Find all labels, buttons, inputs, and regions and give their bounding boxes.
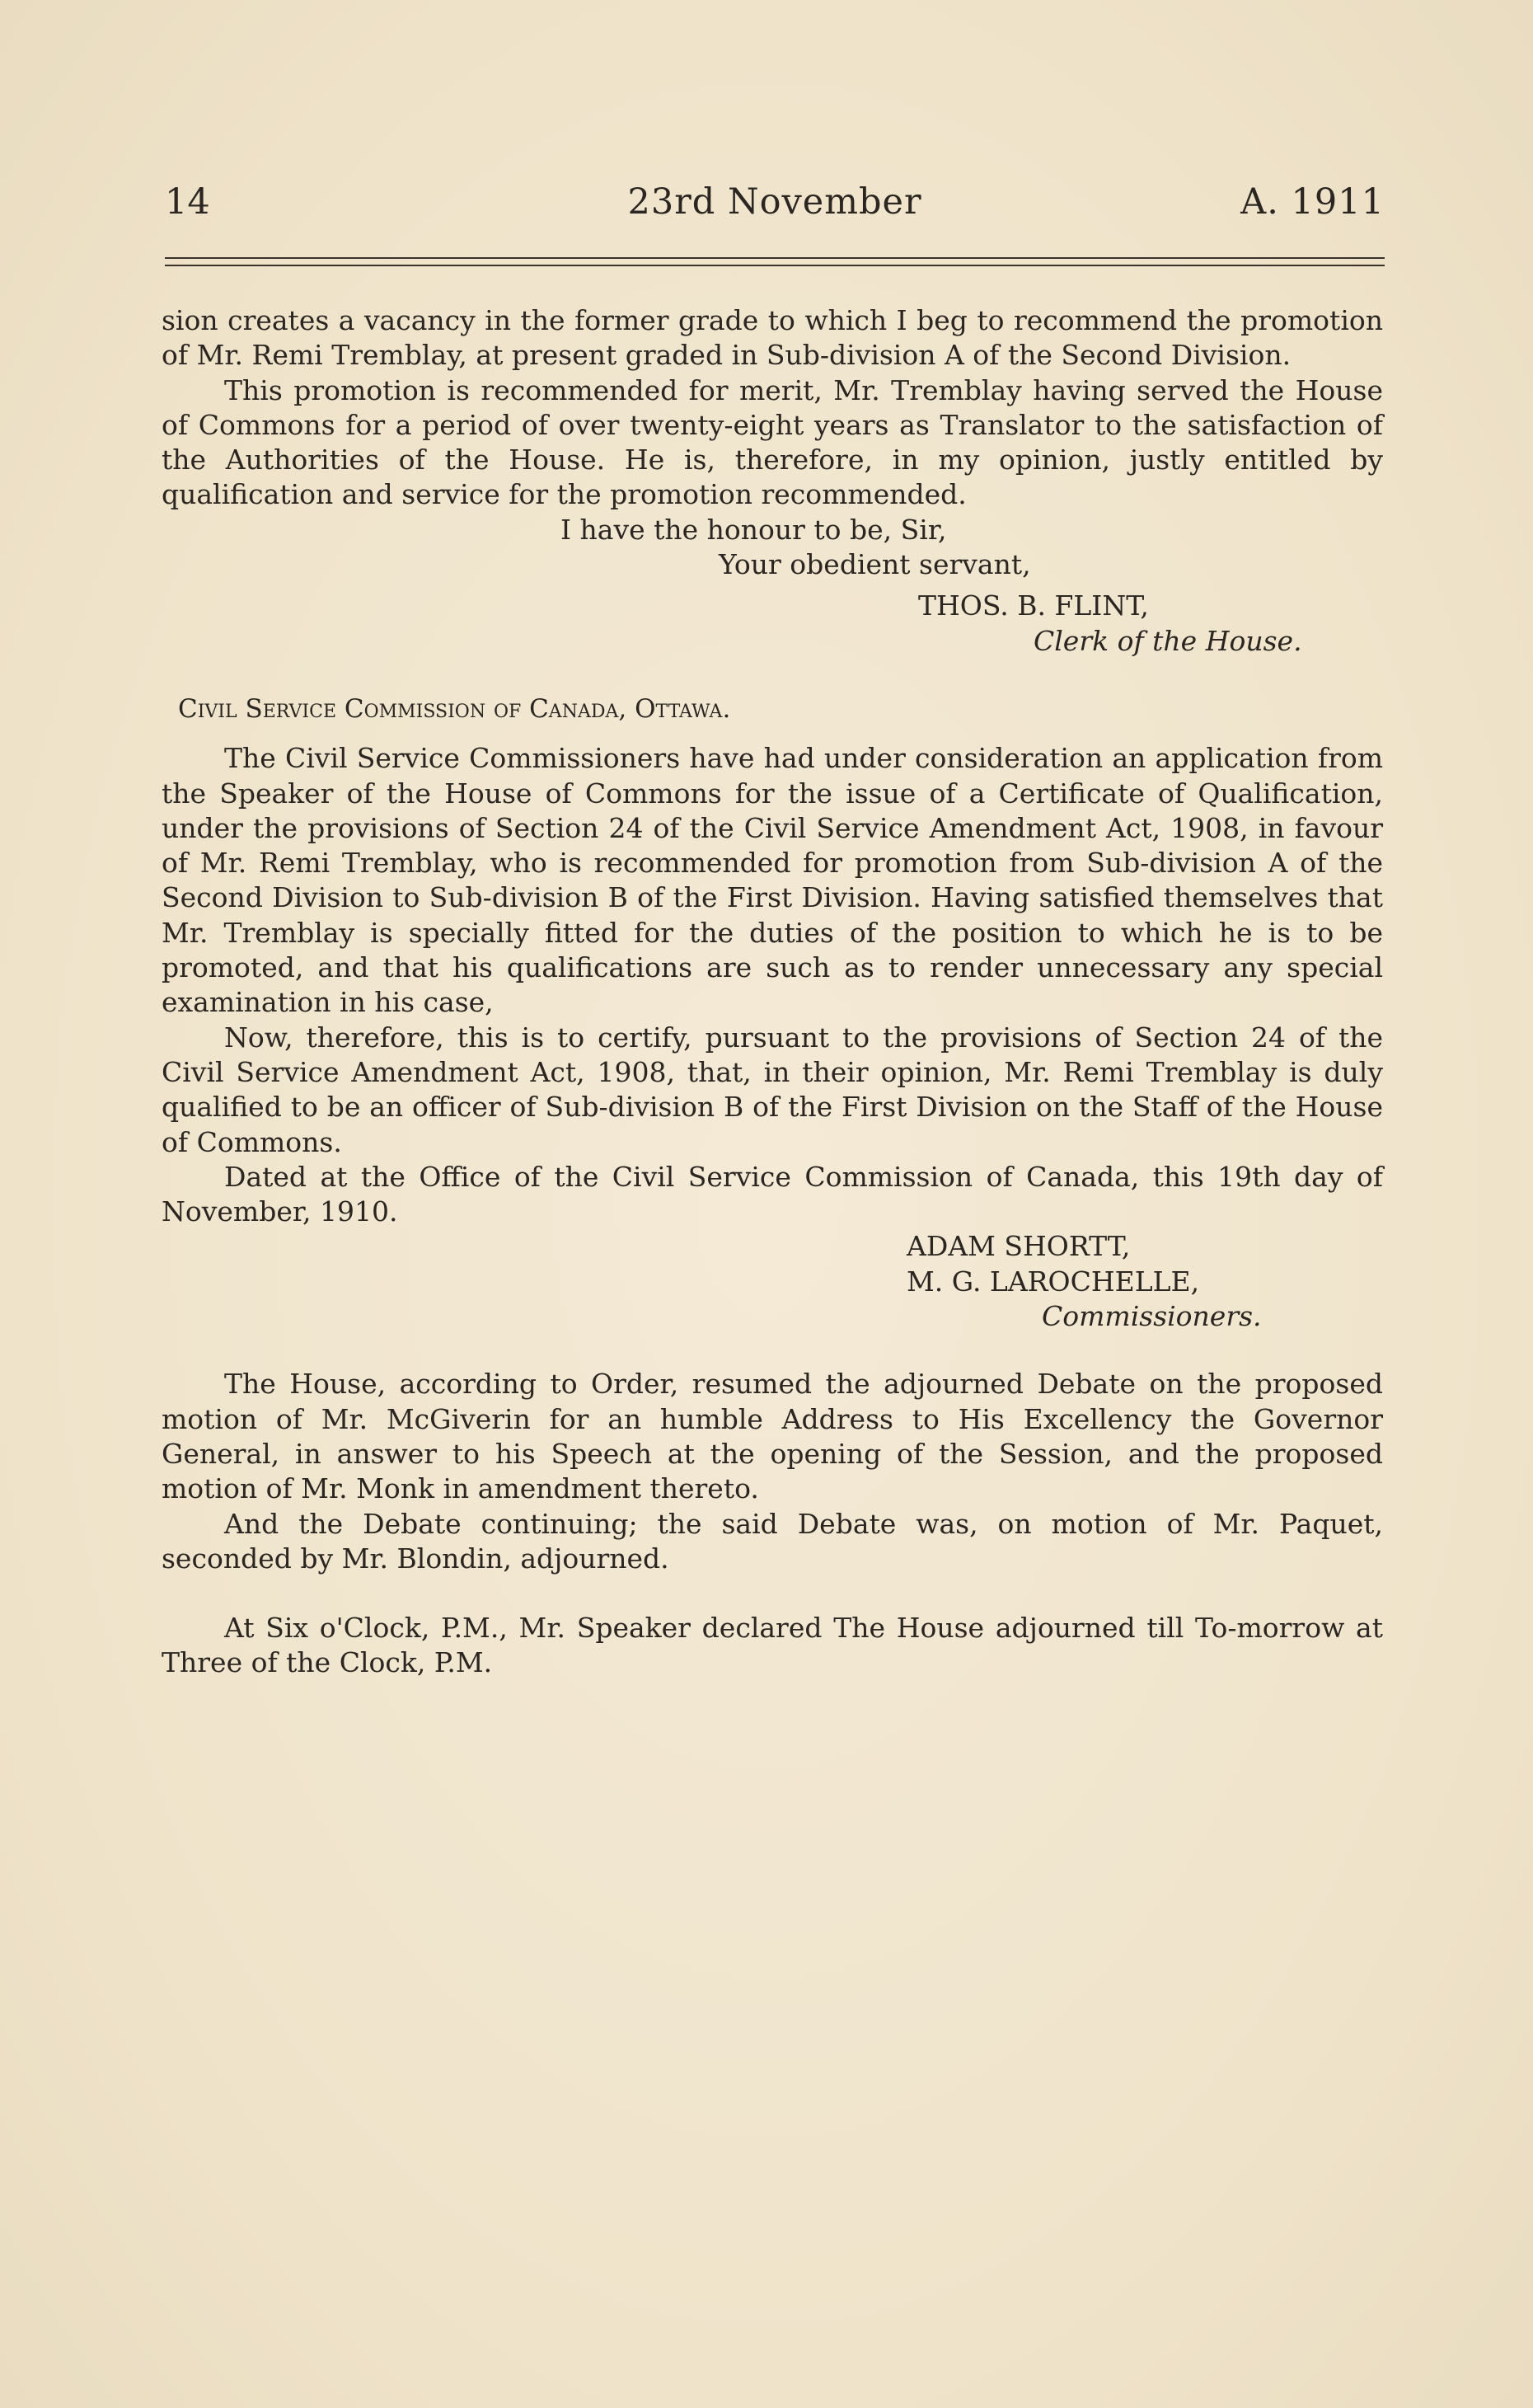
letter-paragraph-1: sion creates a vacancy in the former grade to which I beg to recommend the promotion of Mr. Remi Tremblay, at present graded in Sub-division A of the Second Division. xyxy=(162,304,1383,372)
certificate-paragraph-2: Now, therefore, this is to certify, pursuant to the provisions of Section 24 of the Civil Service Amendment Act, 1908, that, in their opinion, Mr. Remi Tremblay is duly qualified to be an officer of Sub-division B of the First Division on the Staff of the House of Commons. xyxy=(162,1021,1383,1158)
proceedings-paragraph-2: And the Debate continuing; the said Debate was, on motion of Mr. Paquet, seconded by Mr. Blondin, adjourned. xyxy=(162,1507,1383,1575)
letter-signatory-title: Clerk of the House. xyxy=(1034,624,1302,657)
header-year: A. 1911 xyxy=(1240,181,1385,223)
header-date: 23rd November xyxy=(627,181,922,223)
page-number: 14 xyxy=(165,181,210,223)
letter-closing-2: Your obedient servant, xyxy=(719,548,1031,581)
commissioner-2: M. G. LAROCHELLE, xyxy=(907,1265,1200,1298)
header-rule-top xyxy=(165,257,1385,259)
letter-closing-1: I have the honour to be, Sir, xyxy=(560,513,947,546)
page-body xyxy=(162,303,1383,1681)
page-header xyxy=(165,181,1385,231)
certificate-paragraph-1: The Civil Service Commissioners have had under consideration an application from the Speaker of the House of Commons for the issue of a Certificate of Qualification, under the provisions of Section 24 of the Civil Service Amendment Act, 1908, in favour of Mr. Remi Tremblay, who is recommended for promotion from Sub-division A of the Second Division to Sub-division B of the First Division. Having satisfied themselves that Mr. Tremblay is specially fitted for the duties of the position to which he is to be promoted, and that his qualifications are such as to render unnecessary any special examination in his case, xyxy=(162,742,1383,1019)
commissioner-1: ADAM SHORTT, xyxy=(907,1230,1131,1263)
letter-paragraph-2: This promotion is recommended for merit, Mr. Tremblay having served the House of Commons for a period of over twenty-eight years as Translator to the satisfaction of the Authorities of the House. He is, therefore, in my opinion, justly entitled by qualification and service for the promotion recommended. xyxy=(162,373,1383,511)
proceedings-paragraph-3: At Six o'Clock, P.M., Mr. Speaker declared The House adjourned till To-morrow at Three of the Clock, P.M. xyxy=(162,1612,1383,1679)
header-rule-bottom xyxy=(165,265,1385,266)
letter-signatory: THOS. B. FLINT, xyxy=(918,589,1149,622)
certificate-heading: Civil Service Commission of Canada, Ottawa. xyxy=(178,693,731,724)
commissioners-title: Commissioners. xyxy=(1042,1300,1262,1333)
proceedings-paragraph-1: The House, according to Order, resumed the adjourned Debate on the proposed motion of Mr. McGiverin for an humble Address to His Excellency the Governor General, in answer to his Speech at the opening of the Session, and the proposed motion of Mr. Monk in amendment thereto. xyxy=(162,1368,1383,1505)
certificate-paragraph-3: Dated at the Office of the Civil Service Commission of Canada, this 19th day of November, 1910. xyxy=(162,1160,1383,1228)
